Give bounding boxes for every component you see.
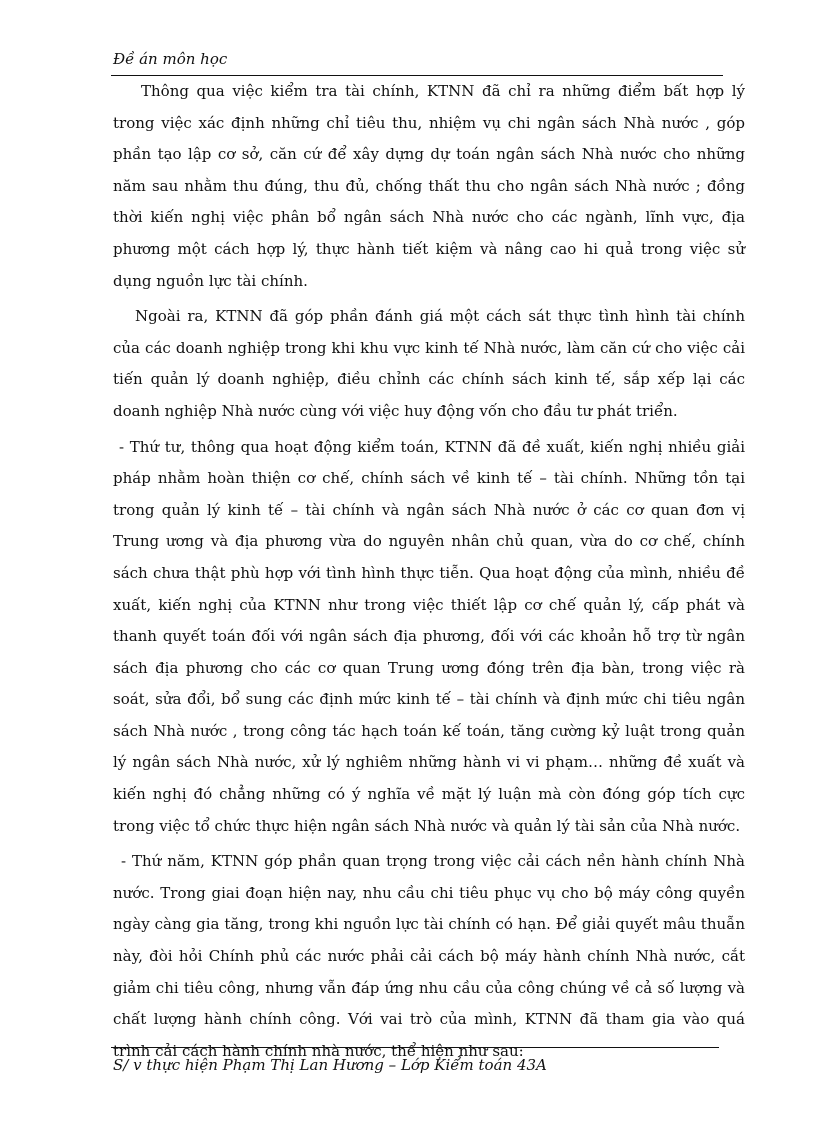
paragraph-fifth-point: - Thứ năm, KTNN góp phần quan trọng trong việc cải cách nền hành chính Nhà nước. Trong giai đoạn hiện nay, nhu cầu chi tiêu phục vụ cho bộ máy công quyền ngày càng gia tăng, trong khi nguồn lực tài chính có hạn. Để giải quyết mâu thuẫn này, đòi hỏi Chính phủ các nước phải cải cách bộ máy hành chính Nhà nước, cắt giảm chi tiêu công, nhưng vẫn đáp ứng nhu cầu của công chúng về cả số lượng và chất lượng hành chính công. Với vai trò của mình, KTNN đã tham gia vào quá trình cải cách hành chính nhà nước, thể hiện như sau: (113, 852, 745, 1060)
page-header-title: Đề án môn học (113, 50, 228, 68)
document-body (113, 76, 745, 1071)
footer-divider (111, 1047, 719, 1048)
paragraph-fourth-point: - Thứ tư, thông qua hoạt động kiểm toán, KTNN đã đề xuất, kiến nghị nhiều giải pháp nhằm hoàn thiện cơ chế, chính sách về kinh tế – tài chính. Những tồn tại trong quản lý kinh tế – tài chính và ngân sách Nhà nước ở các cơ quan đơn vị Trung ương và địa phương vừa do nguyên nhân chủ quan, vừa do cơ chế, chính sách chưa thật phù hợp với tình hình thực tiễn. Qua hoạt động của mình, nhiều đề xuất, kiến nghị của KTNN như trong việc thiết lập cơ chế quản lý, cấp phát và thanh quyết toán đối với ngân sách địa phương, đối với các khoản hỗ trợ từ ngân sách địa phương cho các cơ quan Trung ương đóng trên địa bàn, trong việc rà soát, sửa đổi, bổ sung các định mức kinh tế – tài chính và định mức chi tiêu ngân sách Nhà nước , trong công tác hạch toán kế toán, tăng cường kỷ luật trong quản lý ngân sách Nhà nước, xử lý nghiêm những hành vi vi phạm… những đề xuất và kiến nghị đó chẳng những có ý nghĩa về mặt lý luận mà còn đóng góp tích cực trong việc tổ chức thực hiện ngân sách Nhà nước và quản lý tài sản của Nhà nước. (113, 437, 745, 835)
page-footer-text: S/ v thực hiện Phạm Thị Lan Hương – Lớp Kiểm toán 43A (113, 1056, 547, 1074)
paragraph-financial-audit: Thông qua việc kiểm tra tài chính, KTNN đã chỉ ra những điểm bất hợp lý trong việc xác định những chỉ tiêu thu, nhiệm vụ chi ngân sách Nhà nước , góp phần tạo lập cơ sở, căn cứ để xây dựng dự toán ngân sách Nhà nước cho những năm sau nhằm thu đúng, thu đủ, chống thất thu cho ngân sách Nhà nước ; đồng thời kiến nghị việc phân bổ ngân sách Nhà nước cho các ngành, lĩnh vực, địa phương một cách hợp lý, thực hành tiết kiệm và nâng cao hi quả trong việc sử dụng nguồn lực tài chính. (113, 82, 745, 290)
paragraph-enterprise-assessment: Ngoài ra, KTNN đã góp phần đánh giá một cách sát thực tình hình tài chính của các doanh nghiệp trong khi khu vực kinh tế Nhà nước, làm căn cứ cho việc cải tiến quản lý doanh nghiệp, điều chỉnh các chính sách kinh tế, sắp xếp lại các doanh nghiệp Nhà nước cùng với việc huy động vốn cho đầu tư phát triển. (113, 307, 745, 420)
